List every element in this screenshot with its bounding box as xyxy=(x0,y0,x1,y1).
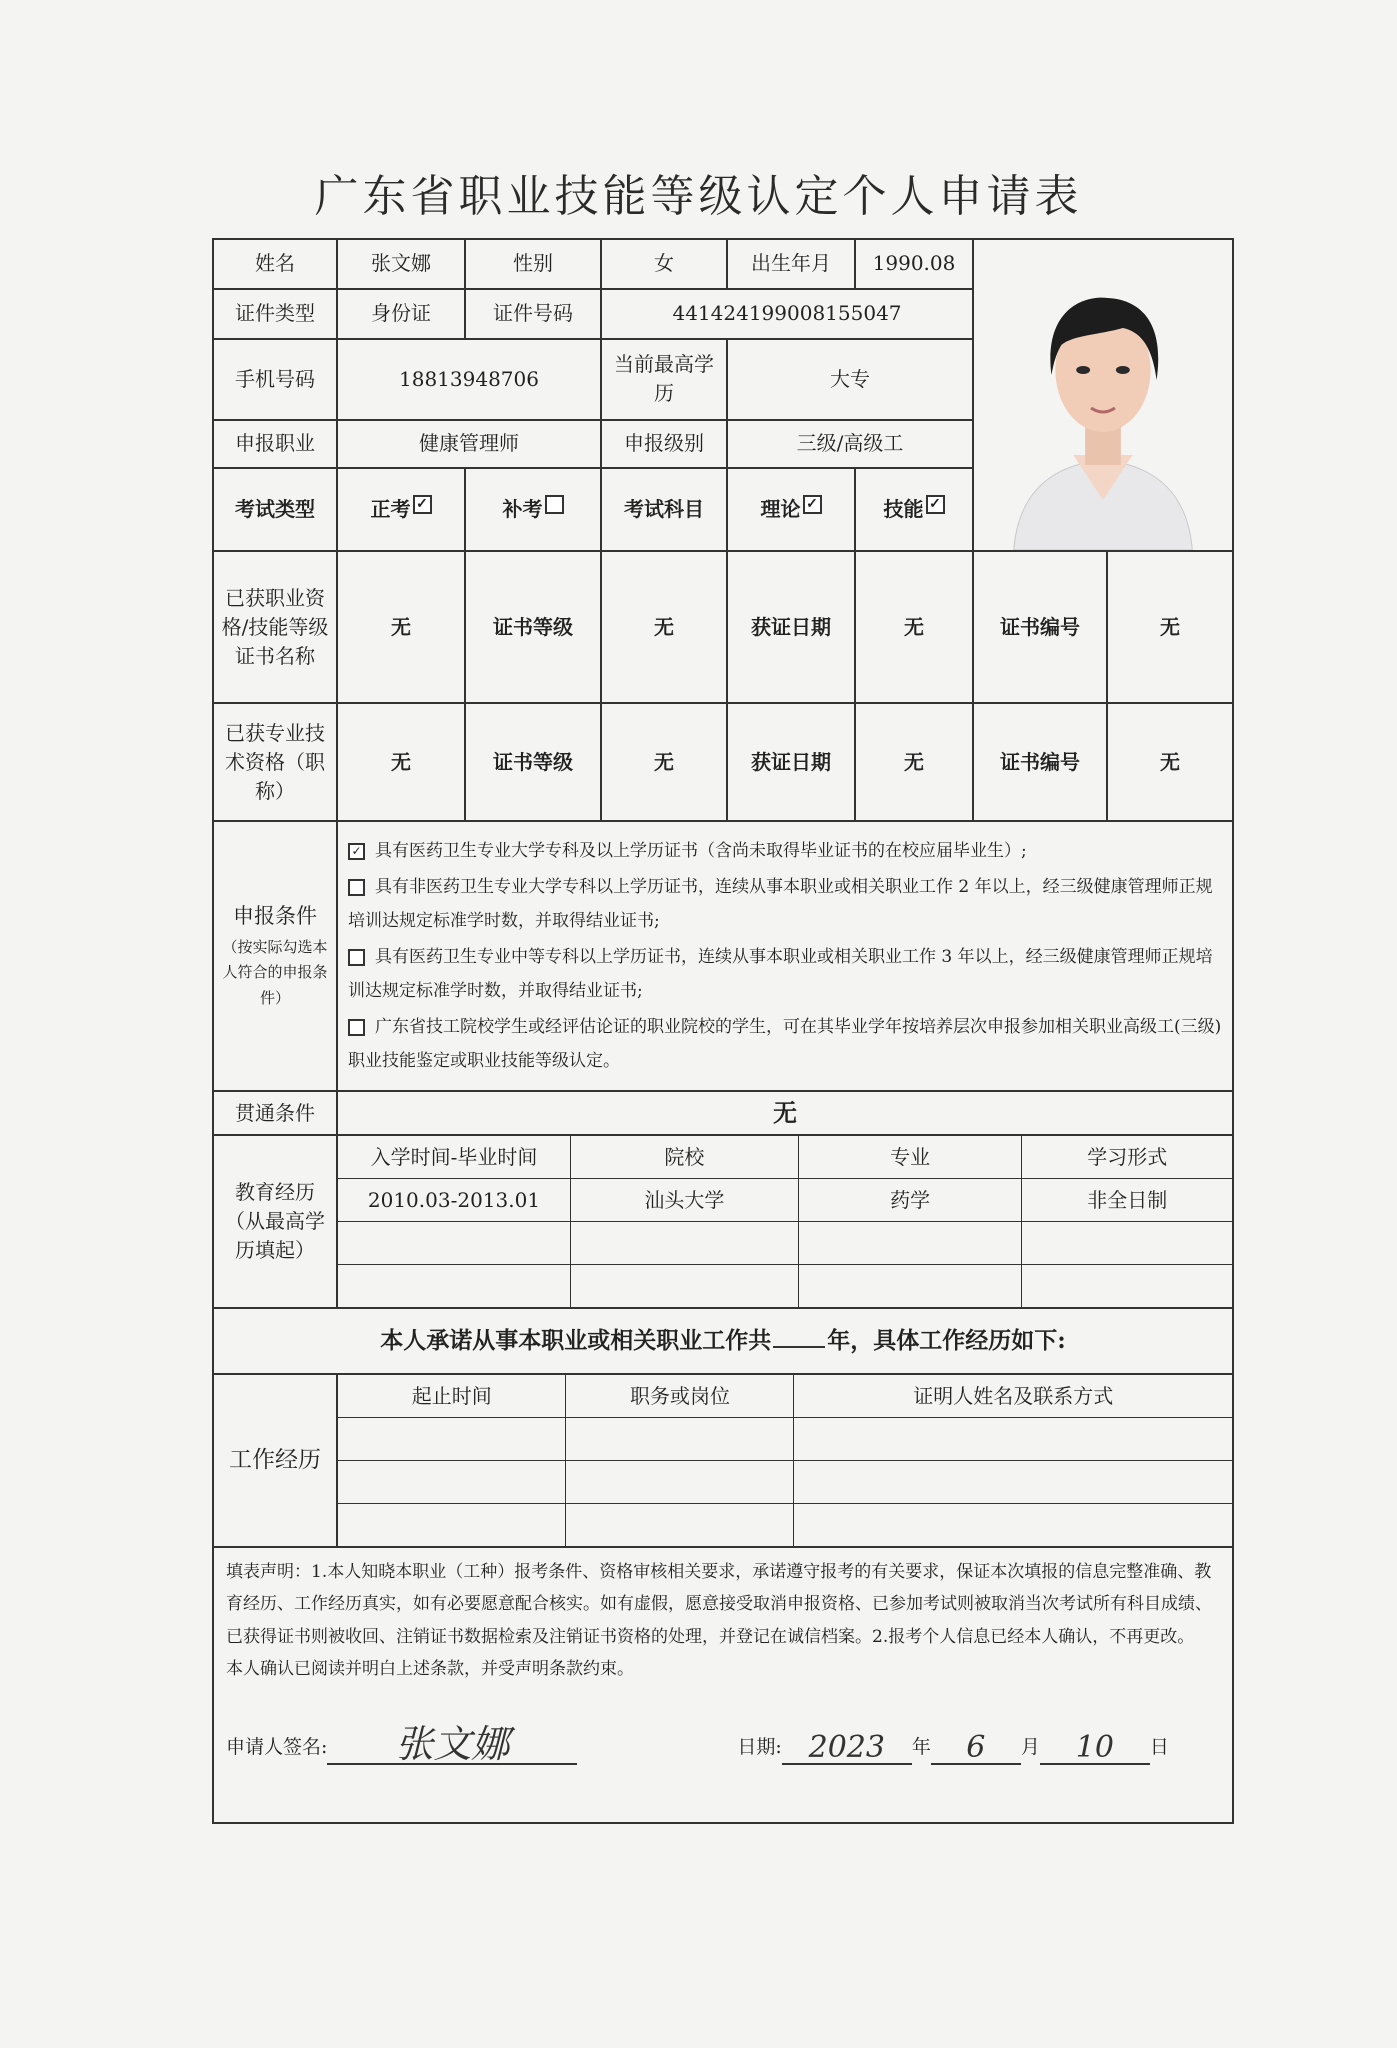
id-no-value[interactable]: 441424199008155047 xyxy=(601,289,973,339)
exam-regular-label: 正考 xyxy=(370,496,411,521)
condition-checkbox[interactable]: ✓ xyxy=(348,843,365,860)
edu-cell[interactable]: 汕头大学 xyxy=(570,1179,798,1222)
date-month[interactable]: 6 xyxy=(931,1733,1021,1765)
edu-cell[interactable] xyxy=(1022,1265,1232,1308)
table-row xyxy=(338,1461,1232,1504)
occupation-label: 申报职业 xyxy=(213,420,337,468)
condition-text: 具有医药卫生专业中等专科以上学历证书，连续从事本职业或相关职业工作 3 年以上，经三级健康管理师正规培训达规定标准学时数，并取得结业证书; xyxy=(348,947,1213,1001)
work-cell[interactable] xyxy=(338,1461,566,1504)
date-year[interactable]: 2023 xyxy=(782,1733,912,1765)
work-cell[interactable] xyxy=(794,1418,1232,1461)
gender-label: 性别 xyxy=(465,239,601,289)
through-label: 贯通条件 xyxy=(213,1091,337,1135)
exam-theory-label: 理论 xyxy=(760,496,801,521)
exam-regular[interactable] xyxy=(337,468,465,551)
work-cell[interactable] xyxy=(338,1418,566,1461)
portrait-photo-icon xyxy=(974,240,1232,550)
condition-text: 具有非医药卫生专业大学专科以上学历证书，连续从事本职业或相关职业工作 2 年以上，经三级健康管理师正规培训达规定标准学时数，并取得结业证书; xyxy=(348,877,1213,931)
birth-label: 出生年月 xyxy=(727,239,855,289)
applicant-photo xyxy=(973,239,1233,551)
month-unit: 月 xyxy=(1020,1736,1040,1759)
condition-item[interactable] xyxy=(348,1010,1222,1078)
edu-cell[interactable]: 药学 xyxy=(798,1179,1022,1222)
work-cell[interactable] xyxy=(794,1461,1232,1504)
title-cert-level-value[interactable]: 无 xyxy=(601,703,727,821)
title-cert-value[interactable]: 无 xyxy=(337,703,465,821)
day-unit: 日 xyxy=(1149,1736,1169,1759)
table-row xyxy=(338,1136,1232,1179)
edu-header-school: 院校 xyxy=(570,1136,798,1179)
title-cert-no-value[interactable]: 无 xyxy=(1107,703,1233,821)
work-cell[interactable] xyxy=(566,1461,794,1504)
year-unit: 年 xyxy=(911,1736,931,1759)
table-row xyxy=(338,1179,1232,1222)
level-value[interactable]: 三级/高级工 xyxy=(727,420,973,468)
exam-skill-label: 技能 xyxy=(883,496,924,521)
cert-date-label: 获证日期 xyxy=(727,551,855,703)
conditions-label-cell xyxy=(213,821,337,1091)
gender-value[interactable]: 女 xyxy=(601,239,727,289)
education-label: 当前最高学历 xyxy=(601,339,727,420)
cert-no-label: 证书编号 xyxy=(973,551,1107,703)
exam-skill-checkbox[interactable]: ✓ xyxy=(926,495,945,514)
id-no-label: 证件号码 xyxy=(465,289,601,339)
exam-makeup[interactable] xyxy=(465,468,601,551)
promise-text-before: 本人承诺从事本职业或相关职业工作共 xyxy=(380,1327,772,1355)
education-table xyxy=(338,1136,1232,1307)
id-type-value[interactable]: 身份证 xyxy=(337,289,465,339)
exam-theory-checkbox[interactable]: ✓ xyxy=(803,495,822,514)
conditions-note: （按实际勾选本人符合的申报条件） xyxy=(222,937,328,1007)
phone-label: 手机号码 xyxy=(213,339,337,420)
level-label: 申报级别 xyxy=(601,420,727,468)
condition-item[interactable] xyxy=(348,834,1222,868)
work-history-cell xyxy=(337,1374,1233,1547)
cert-name-label: 已获职业资格/技能等级证书名称 xyxy=(213,551,337,703)
work-cell[interactable] xyxy=(566,1418,794,1461)
signature-row xyxy=(226,1722,1220,1767)
application-form xyxy=(212,238,1234,1824)
exam-subject-label: 考试科目 xyxy=(601,468,727,551)
work-promise xyxy=(213,1308,1233,1374)
title-cert-label: 已获专业技术资格（职称） xyxy=(213,703,337,821)
work-cell[interactable] xyxy=(566,1504,794,1547)
condition-text: 广东省技工院校学生或经评估论证的职业院校的学生，可在其毕业学年按培养层次申报参加相关职业高级工(三级)职业技能鉴定或职业技能等级认定。 xyxy=(348,1017,1222,1071)
edu-header-major: 专业 xyxy=(798,1136,1022,1179)
condition-text: 具有医药卫生专业大学专科及以上学历证书（含尚未取得毕业证书的在校应届毕业生）; xyxy=(375,841,1027,861)
work-cell[interactable] xyxy=(338,1504,566,1547)
table-row xyxy=(338,1265,1232,1308)
condition-item[interactable] xyxy=(348,940,1222,1008)
cert-level-value[interactable]: 无 xyxy=(601,551,727,703)
edu-cell[interactable] xyxy=(1022,1222,1232,1265)
birth-value[interactable]: 1990.08 xyxy=(855,239,973,289)
date-label: 日期: xyxy=(737,1736,782,1759)
name-label: 姓名 xyxy=(213,239,337,289)
edu-cell[interactable] xyxy=(798,1265,1022,1308)
work-history-label: 工作经历 xyxy=(213,1374,337,1547)
edu-cell[interactable] xyxy=(798,1222,1022,1265)
declaration-cell xyxy=(213,1547,1233,1823)
title-cert-level-label: 证书等级 xyxy=(465,703,601,821)
condition-checkbox[interactable] xyxy=(348,1019,365,1036)
condition-item[interactable] xyxy=(348,870,1222,938)
phone-value[interactable]: 18813948706 xyxy=(337,339,601,420)
edu-cell[interactable]: 2010.03-2013.01 xyxy=(338,1179,570,1222)
conditions-list xyxy=(337,821,1233,1091)
table-row xyxy=(338,1504,1232,1547)
cert-name-value[interactable]: 无 xyxy=(337,551,465,703)
edu-cell[interactable] xyxy=(570,1222,798,1265)
table-row xyxy=(338,1418,1232,1461)
form-title: 广东省职业技能等级认定个人申请表 xyxy=(314,171,1083,222)
work-table xyxy=(338,1375,1232,1546)
cert-no-value[interactable]: 无 xyxy=(1107,551,1233,703)
exam-makeup-label: 补考 xyxy=(502,496,543,521)
cert-level-label: 证书等级 xyxy=(465,551,601,703)
work-header-reference: 证明人姓名及联系方式 xyxy=(794,1375,1232,1418)
edu-history-cell xyxy=(337,1135,1233,1308)
edu-history-label: 教育经历（从最高学历填起） xyxy=(213,1135,337,1308)
through-value[interactable]: 无 xyxy=(337,1091,1233,1135)
applicant-signature[interactable]: 张文娜 xyxy=(327,1725,577,1765)
title-cert-date-value[interactable]: 无 xyxy=(855,703,973,821)
exam-skill[interactable] xyxy=(855,468,973,551)
promise-text-after: 年，具体工作经历如下: xyxy=(827,1327,1066,1355)
occupation-value[interactable]: 健康管理师 xyxy=(337,420,601,468)
education-value[interactable]: 大专 xyxy=(727,339,973,420)
exam-makeup-checkbox[interactable] xyxy=(545,495,564,514)
edu-cell[interactable]: 非全日制 xyxy=(1022,1179,1232,1222)
condition-checkbox[interactable] xyxy=(348,949,365,966)
conditions-label: 申报条件 xyxy=(233,903,317,928)
exam-theory[interactable] xyxy=(727,468,855,551)
exam-type-label: 考试类型 xyxy=(213,468,337,551)
edu-cell[interactable] xyxy=(338,1265,570,1308)
sign-label: 申请人签名: xyxy=(226,1736,328,1759)
table-row xyxy=(338,1375,1232,1418)
edu-cell[interactable] xyxy=(570,1265,798,1308)
name-value[interactable]: 张文娜 xyxy=(337,239,465,289)
title-cert-no-label: 证书编号 xyxy=(973,703,1107,821)
id-type-label: 证件类型 xyxy=(213,289,337,339)
table-row xyxy=(338,1222,1232,1265)
declaration-text: 填表声明：1.本人知晓本职业（工种）报考条件、资格审核相关要求，承诺遵守报考的有关要求，保证本次填报的信息完整准确、教育经历、工作经历真实，如有必要愿意配合核实。如有虚假，愿意接受取消申报资格、已参加考试则被取消当次考试所有科目成绩、已获得证书则被收回、注销证书数据检索及注销证书资格的处理，并登记在诚信档案。2.报考个人信息已经本人确认，不再更改。 xyxy=(226,1562,1212,1647)
title-cert-date-label: 获证日期 xyxy=(727,703,855,821)
promise-years-field[interactable] xyxy=(773,1346,825,1348)
work-header-position: 职务或岗位 xyxy=(566,1375,794,1418)
declaration-confirm: 本人确认已阅读并明白上述条款，并受声明条款约束。 xyxy=(226,1658,634,1679)
condition-checkbox[interactable] xyxy=(348,879,365,896)
edu-cell[interactable] xyxy=(338,1222,570,1265)
date-day[interactable]: 10 xyxy=(1040,1733,1150,1765)
exam-regular-checkbox[interactable]: ✓ xyxy=(413,495,432,514)
cert-date-value[interactable]: 无 xyxy=(855,551,973,703)
edu-header-mode: 学习形式 xyxy=(1022,1136,1232,1179)
work-header-period: 起止时间 xyxy=(338,1375,566,1418)
work-cell[interactable] xyxy=(794,1504,1232,1547)
edu-header-time: 入学时间-毕业时间 xyxy=(338,1136,570,1179)
